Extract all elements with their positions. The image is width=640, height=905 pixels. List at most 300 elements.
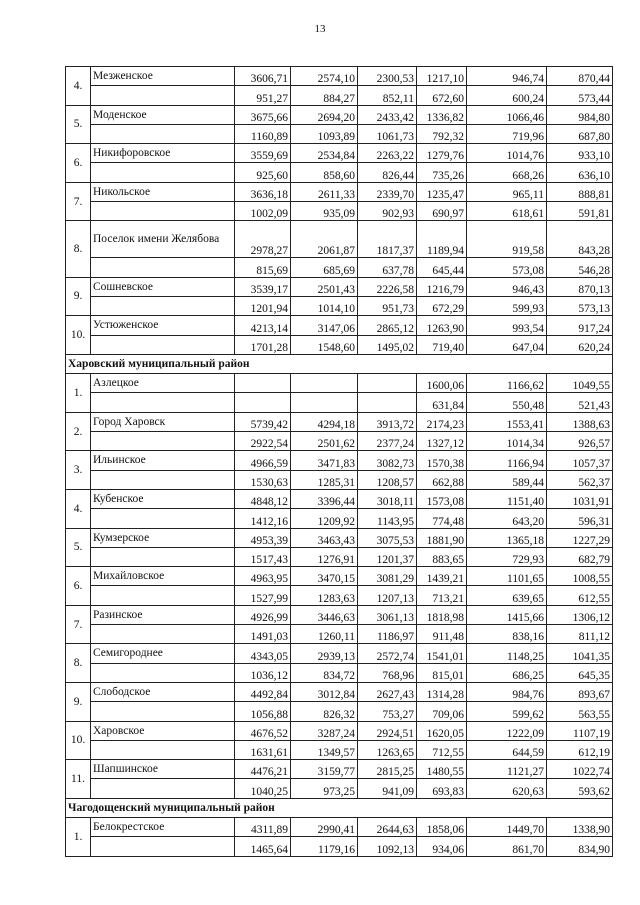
value-cell: 883,65: [417, 547, 467, 566]
value-cell: 815,01: [417, 663, 467, 682]
value-cell: 1327,12: [417, 432, 467, 451]
row-number: 10.: [66, 316, 91, 355]
value-cell: 2644,63: [358, 817, 417, 836]
value-cell: 3446,63: [291, 605, 358, 624]
value-cell: 993,54: [467, 316, 547, 335]
district-header-row: [66, 798, 613, 817]
value-cell: 1235,47: [417, 182, 467, 201]
value-cell: 631,84: [417, 393, 467, 412]
value-cell: 884,27: [291, 86, 358, 105]
table-row: [66, 528, 613, 547]
value-cell: 1530,63: [235, 470, 291, 489]
value-cell: 599,62: [467, 702, 547, 721]
value-cell: 965,11: [467, 182, 547, 201]
value-cell: 1208,57: [358, 470, 417, 489]
value-cell: 1338,90: [547, 817, 613, 836]
value-cell: 2815,25: [358, 760, 417, 779]
value-cell: 719,96: [467, 124, 547, 143]
table-row: [66, 740, 613, 759]
settlement-name: Город Харовск: [91, 412, 235, 431]
value-cell: 521,43: [547, 393, 613, 412]
row-number: 3.: [66, 451, 91, 490]
table-row: [66, 316, 613, 335]
value-cell: 1036,12: [235, 663, 291, 682]
value-cell: 1201,94: [235, 296, 291, 315]
value-cell: 4848,12: [235, 489, 291, 508]
value-cell: 951,73: [358, 296, 417, 315]
value-cell: 870,13: [547, 277, 613, 296]
value-cell: 934,06: [417, 837, 467, 856]
table-row: [66, 86, 613, 105]
value-cell: 3463,43: [291, 528, 358, 547]
value-cell: 1260,11: [291, 625, 358, 644]
settlement-name: Белокрестское: [91, 817, 235, 836]
value-cell: 4476,21: [235, 760, 291, 779]
table-row: [66, 509, 613, 528]
value-cell: 4676,52: [235, 721, 291, 740]
empty-cell: [91, 547, 235, 566]
value-cell: 792,32: [417, 124, 467, 143]
tariff-table: [65, 66, 613, 857]
table-row: [66, 258, 613, 277]
value-cell: 911,48: [417, 625, 467, 644]
value-cell: 941,09: [358, 779, 417, 798]
settlement-name: Кубенское: [91, 489, 235, 508]
row-number: 9.: [66, 682, 91, 721]
empty-cell: [91, 470, 235, 489]
value-cell: 573,13: [547, 296, 613, 315]
row-number: 7.: [66, 182, 91, 221]
value-cell: 4926,99: [235, 605, 291, 624]
value-cell: 1349,57: [291, 740, 358, 759]
value-cell: 645,44: [417, 258, 467, 277]
value-cell: 1573,08: [417, 489, 467, 508]
settlement-name: Мезженское: [91, 67, 235, 86]
value-cell: 919,58: [467, 221, 547, 258]
value-cell: 1093,89: [291, 124, 358, 143]
value-cell: 1092,13: [358, 837, 417, 856]
table-row: [66, 144, 613, 163]
value-cell: 5739,42: [235, 412, 291, 431]
value-cell: 3287,24: [291, 721, 358, 740]
value-cell: 1057,37: [547, 451, 613, 470]
value-cell: 3082,73: [358, 451, 417, 470]
district-header-row: [66, 354, 613, 373]
settlement-name: Разинское: [91, 605, 235, 624]
value-cell: 768,96: [358, 663, 417, 682]
value-cell: 686,25: [467, 663, 547, 682]
value-cell: 1216,79: [417, 277, 467, 296]
value-cell: 984,80: [547, 105, 613, 124]
value-cell: 1014,10: [291, 296, 358, 315]
value-cell: 729,93: [467, 547, 547, 566]
value-cell: 591,81: [547, 202, 613, 221]
value-cell: 1548,60: [291, 335, 358, 354]
value-cell: 3606,71: [235, 67, 291, 86]
table-row: [66, 335, 613, 354]
district-name: Чагодощенский муниципальный район: [66, 798, 613, 817]
value-cell: 852,11: [358, 86, 417, 105]
value-cell: 1283,63: [291, 586, 358, 605]
value-cell: 935,09: [291, 202, 358, 221]
row-number: 6.: [66, 567, 91, 606]
table-row: [66, 124, 613, 143]
value-cell: 1276,91: [291, 547, 358, 566]
value-cell: 826,32: [291, 702, 358, 721]
value-cell: 1040,25: [235, 779, 291, 798]
table-row: [66, 625, 613, 644]
empty-cell: [91, 393, 235, 412]
settlement-name: Кумзерское: [91, 528, 235, 547]
value-cell: 1049,55: [547, 374, 613, 393]
value-cell: 620,63: [467, 779, 547, 798]
value-cell: 1701,28: [235, 335, 291, 354]
value-cell: 589,44: [467, 470, 547, 489]
table-row: [66, 374, 613, 393]
value-cell: [235, 393, 291, 412]
row-number: 5.: [66, 528, 91, 567]
table-row: [66, 105, 613, 124]
value-cell: 573,44: [547, 86, 613, 105]
value-cell: 563,55: [547, 702, 613, 721]
value-cell: 2339,70: [358, 182, 417, 201]
value-cell: 1881,90: [417, 528, 467, 547]
value-cell: 834,72: [291, 663, 358, 682]
row-number: 10.: [66, 721, 91, 760]
table-row: [66, 451, 613, 470]
value-cell: 1480,55: [417, 760, 467, 779]
settlement-name: Шапшинское: [91, 760, 235, 779]
value-cell: 2501,43: [291, 277, 358, 296]
value-cell: 1022,74: [547, 760, 613, 779]
value-cell: 620,24: [547, 335, 613, 354]
value-cell: 668,26: [467, 163, 547, 182]
table-row: [66, 837, 613, 856]
value-cell: 946,43: [467, 277, 547, 296]
value-cell: 815,69: [235, 258, 291, 277]
empty-cell: [91, 163, 235, 182]
value-cell: 1014,34: [467, 432, 547, 451]
value-cell: 1817,37: [358, 221, 417, 258]
value-cell: 1279,76: [417, 144, 467, 163]
empty-cell: [91, 837, 235, 856]
settlement-name: Моденское: [91, 105, 235, 124]
value-cell: 636,10: [547, 163, 613, 182]
row-number: 1.: [66, 374, 91, 413]
table-row: [66, 586, 613, 605]
empty-cell: [91, 509, 235, 528]
value-cell: 593,62: [547, 779, 613, 798]
value-cell: 2922,54: [235, 432, 291, 451]
settlement-name: Устюженское: [91, 316, 235, 335]
value-cell: 1858,06: [417, 817, 467, 836]
settlement-name: Семигороднее: [91, 644, 235, 663]
value-cell: 2694,20: [291, 105, 358, 124]
value-cell: 3012,84: [291, 682, 358, 701]
settlement-name: Никольское: [91, 182, 235, 201]
value-cell: 838,16: [467, 625, 547, 644]
table-row: [66, 277, 613, 296]
value-cell: 2263,22: [358, 144, 417, 163]
empty-cell: [91, 124, 235, 143]
value-cell: 1056,88: [235, 702, 291, 721]
district-name: Харовский муниципальный район: [66, 354, 613, 373]
table-row: [66, 67, 613, 86]
value-cell: 973,25: [291, 779, 358, 798]
table-row: [66, 644, 613, 663]
value-cell: 1201,37: [358, 547, 417, 566]
value-cell: 1449,70: [467, 817, 547, 836]
value-cell: 735,26: [417, 163, 467, 182]
value-cell: 662,88: [417, 470, 467, 489]
value-cell: 2377,24: [358, 432, 417, 451]
value-cell: 4492,84: [235, 682, 291, 701]
value-cell: 926,57: [547, 432, 613, 451]
empty-cell: [91, 432, 235, 451]
value-cell: 2978,27: [235, 221, 291, 258]
value-cell: 1465,64: [235, 837, 291, 856]
value-cell: 687,80: [547, 124, 613, 143]
table-row: [66, 202, 613, 221]
value-cell: 3147,06: [291, 316, 358, 335]
value-cell: 3559,69: [235, 144, 291, 163]
table-row: [66, 393, 613, 412]
value-cell: 1336,82: [417, 105, 467, 124]
value-cell: 3159,77: [291, 760, 358, 779]
value-cell: 1314,28: [417, 682, 467, 701]
value-cell: 1263,90: [417, 316, 467, 335]
value-cell: 1061,73: [358, 124, 417, 143]
value-cell: 1491,03: [235, 625, 291, 644]
table-row: [66, 567, 613, 586]
value-cell: 858,60: [291, 163, 358, 182]
value-cell: 2174,23: [417, 412, 467, 431]
table-row: [66, 296, 613, 315]
table-row: [66, 412, 613, 431]
empty-cell: [91, 779, 235, 798]
value-cell: 1388,63: [547, 412, 613, 431]
value-cell: 2433,42: [358, 105, 417, 124]
value-cell: 690,97: [417, 202, 467, 221]
value-cell: 2572,74: [358, 644, 417, 663]
value-cell: 902,93: [358, 202, 417, 221]
value-cell: 2534,84: [291, 144, 358, 163]
value-cell: 2924,51: [358, 721, 417, 740]
value-cell: 1527,99: [235, 586, 291, 605]
empty-cell: [91, 740, 235, 759]
page-number: 13: [314, 23, 326, 35]
value-cell: 643,20: [467, 509, 547, 528]
value-cell: 3075,53: [358, 528, 417, 547]
value-cell: 685,69: [291, 258, 358, 277]
table-row: [66, 605, 613, 624]
table-row: [66, 182, 613, 201]
table-row: [66, 682, 613, 701]
table-row: [66, 663, 613, 682]
value-cell: 550,48: [467, 393, 547, 412]
row-number: 8.: [66, 644, 91, 683]
value-cell: 713,21: [417, 586, 467, 605]
value-cell: 647,04: [467, 335, 547, 354]
value-cell: 933,10: [547, 144, 613, 163]
settlement-name: Михайловское: [91, 567, 235, 586]
value-cell: 1600,06: [417, 374, 467, 393]
value-cell: 834,90: [547, 837, 613, 856]
value-cell: 1121,27: [467, 760, 547, 779]
value-cell: 599,93: [467, 296, 547, 315]
value-cell: 2061,87: [291, 221, 358, 258]
empty-cell: [91, 296, 235, 315]
value-cell: 1031,91: [547, 489, 613, 508]
value-cell: 1553,41: [467, 412, 547, 431]
value-cell: [358, 374, 417, 393]
value-cell: 1631,61: [235, 740, 291, 759]
value-cell: 843,28: [547, 221, 613, 258]
value-cell: 1160,89: [235, 124, 291, 143]
settlement-name: Поселок имени Желябова: [91, 221, 235, 258]
value-cell: 946,74: [467, 67, 547, 86]
value-cell: 2627,43: [358, 682, 417, 701]
value-cell: 2990,41: [291, 817, 358, 836]
settlement-name: Харовское: [91, 721, 235, 740]
value-cell: 888,81: [547, 182, 613, 201]
table-row: [66, 760, 613, 779]
row-number: 6.: [66, 144, 91, 183]
table-row: [66, 547, 613, 566]
value-cell: 811,12: [547, 625, 613, 644]
empty-cell: [91, 625, 235, 644]
value-cell: 693,83: [417, 779, 467, 798]
value-cell: 1495,02: [358, 335, 417, 354]
value-cell: 1148,25: [467, 644, 547, 663]
value-cell: 645,35: [547, 663, 613, 682]
table-row: [66, 221, 613, 258]
value-cell: 1818,98: [417, 605, 467, 624]
value-cell: 562,37: [547, 470, 613, 489]
row-number: 2.: [66, 412, 91, 451]
empty-cell: [91, 663, 235, 682]
value-cell: 1415,66: [467, 605, 547, 624]
value-cell: 682,79: [547, 547, 613, 566]
value-cell: 4294,18: [291, 412, 358, 431]
row-number: 1.: [66, 817, 91, 856]
value-cell: 712,55: [417, 740, 467, 759]
value-cell: 1517,43: [235, 547, 291, 566]
value-cell: 1002,09: [235, 202, 291, 221]
value-cell: 637,78: [358, 258, 417, 277]
empty-cell: [91, 702, 235, 721]
row-number: 11.: [66, 760, 91, 799]
value-cell: 861,70: [467, 837, 547, 856]
value-cell: 1151,40: [467, 489, 547, 508]
value-cell: 672,29: [417, 296, 467, 315]
value-cell: 2300,53: [358, 67, 417, 86]
value-cell: 1222,09: [467, 721, 547, 740]
value-cell: 709,06: [417, 702, 467, 721]
value-cell: 4966,59: [235, 451, 291, 470]
value-cell: 2611,33: [291, 182, 358, 201]
table-row: [66, 163, 613, 182]
value-cell: 1439,21: [417, 567, 467, 586]
value-cell: 1166,62: [467, 374, 547, 393]
value-cell: 1014,76: [467, 144, 547, 163]
value-cell: [235, 374, 291, 393]
value-cell: 1227,29: [547, 528, 613, 547]
value-cell: 600,24: [467, 86, 547, 105]
value-cell: 1107,19: [547, 721, 613, 740]
value-cell: 1207,13: [358, 586, 417, 605]
value-cell: 639,65: [467, 586, 547, 605]
value-cell: 1306,12: [547, 605, 613, 624]
table-row: [66, 470, 613, 489]
row-number: 7.: [66, 605, 91, 644]
empty-cell: [91, 258, 235, 277]
value-cell: 2226,58: [358, 277, 417, 296]
value-cell: 1008,55: [547, 567, 613, 586]
settlement-name: Никифоровское: [91, 144, 235, 163]
table-row: [66, 817, 613, 836]
settlement-name: Азлецкое: [91, 374, 235, 393]
value-cell: 618,61: [467, 202, 547, 221]
value-cell: 1189,94: [417, 221, 467, 258]
value-cell: 753,27: [358, 702, 417, 721]
value-cell: 3539,17: [235, 277, 291, 296]
value-cell: 4213,14: [235, 316, 291, 335]
value-cell: 1101,65: [467, 567, 547, 586]
settlement-name: Слободское: [91, 682, 235, 701]
table-row: [66, 702, 613, 721]
table-row: [66, 779, 613, 798]
value-cell: [291, 393, 358, 412]
value-cell: 1570,38: [417, 451, 467, 470]
value-cell: 1143,95: [358, 509, 417, 528]
value-cell: 925,60: [235, 163, 291, 182]
value-cell: 826,44: [358, 163, 417, 182]
value-cell: 1263,65: [358, 740, 417, 759]
value-cell: 4963,95: [235, 567, 291, 586]
value-cell: 2501,62: [291, 432, 358, 451]
value-cell: 2865,12: [358, 316, 417, 335]
value-cell: 1412,16: [235, 509, 291, 528]
value-cell: 2574,10: [291, 67, 358, 86]
value-cell: 2939,13: [291, 644, 358, 663]
row-number: 5.: [66, 105, 91, 144]
value-cell: 1186,97: [358, 625, 417, 644]
value-cell: 546,28: [547, 258, 613, 277]
value-cell: 719,40: [417, 335, 467, 354]
value-cell: 1209,92: [291, 509, 358, 528]
value-cell: [358, 393, 417, 412]
value-cell: 893,67: [547, 682, 613, 701]
value-cell: 1179,16: [291, 837, 358, 856]
value-cell: 644,59: [467, 740, 547, 759]
value-cell: 3913,72: [358, 412, 417, 431]
value-cell: 1365,18: [467, 528, 547, 547]
value-cell: 1620,05: [417, 721, 467, 740]
value-cell: 4953,39: [235, 528, 291, 547]
value-cell: 1285,31: [291, 470, 358, 489]
value-cell: 1166,94: [467, 451, 547, 470]
value-cell: 1541,01: [417, 644, 467, 663]
row-number: 4.: [66, 489, 91, 528]
value-cell: 4343,05: [235, 644, 291, 663]
value-cell: 870,44: [547, 67, 613, 86]
row-number: 9.: [66, 277, 91, 316]
value-cell: 774,48: [417, 509, 467, 528]
empty-cell: [91, 335, 235, 354]
settlement-name: Ильинское: [91, 451, 235, 470]
value-cell: 3636,18: [235, 182, 291, 201]
